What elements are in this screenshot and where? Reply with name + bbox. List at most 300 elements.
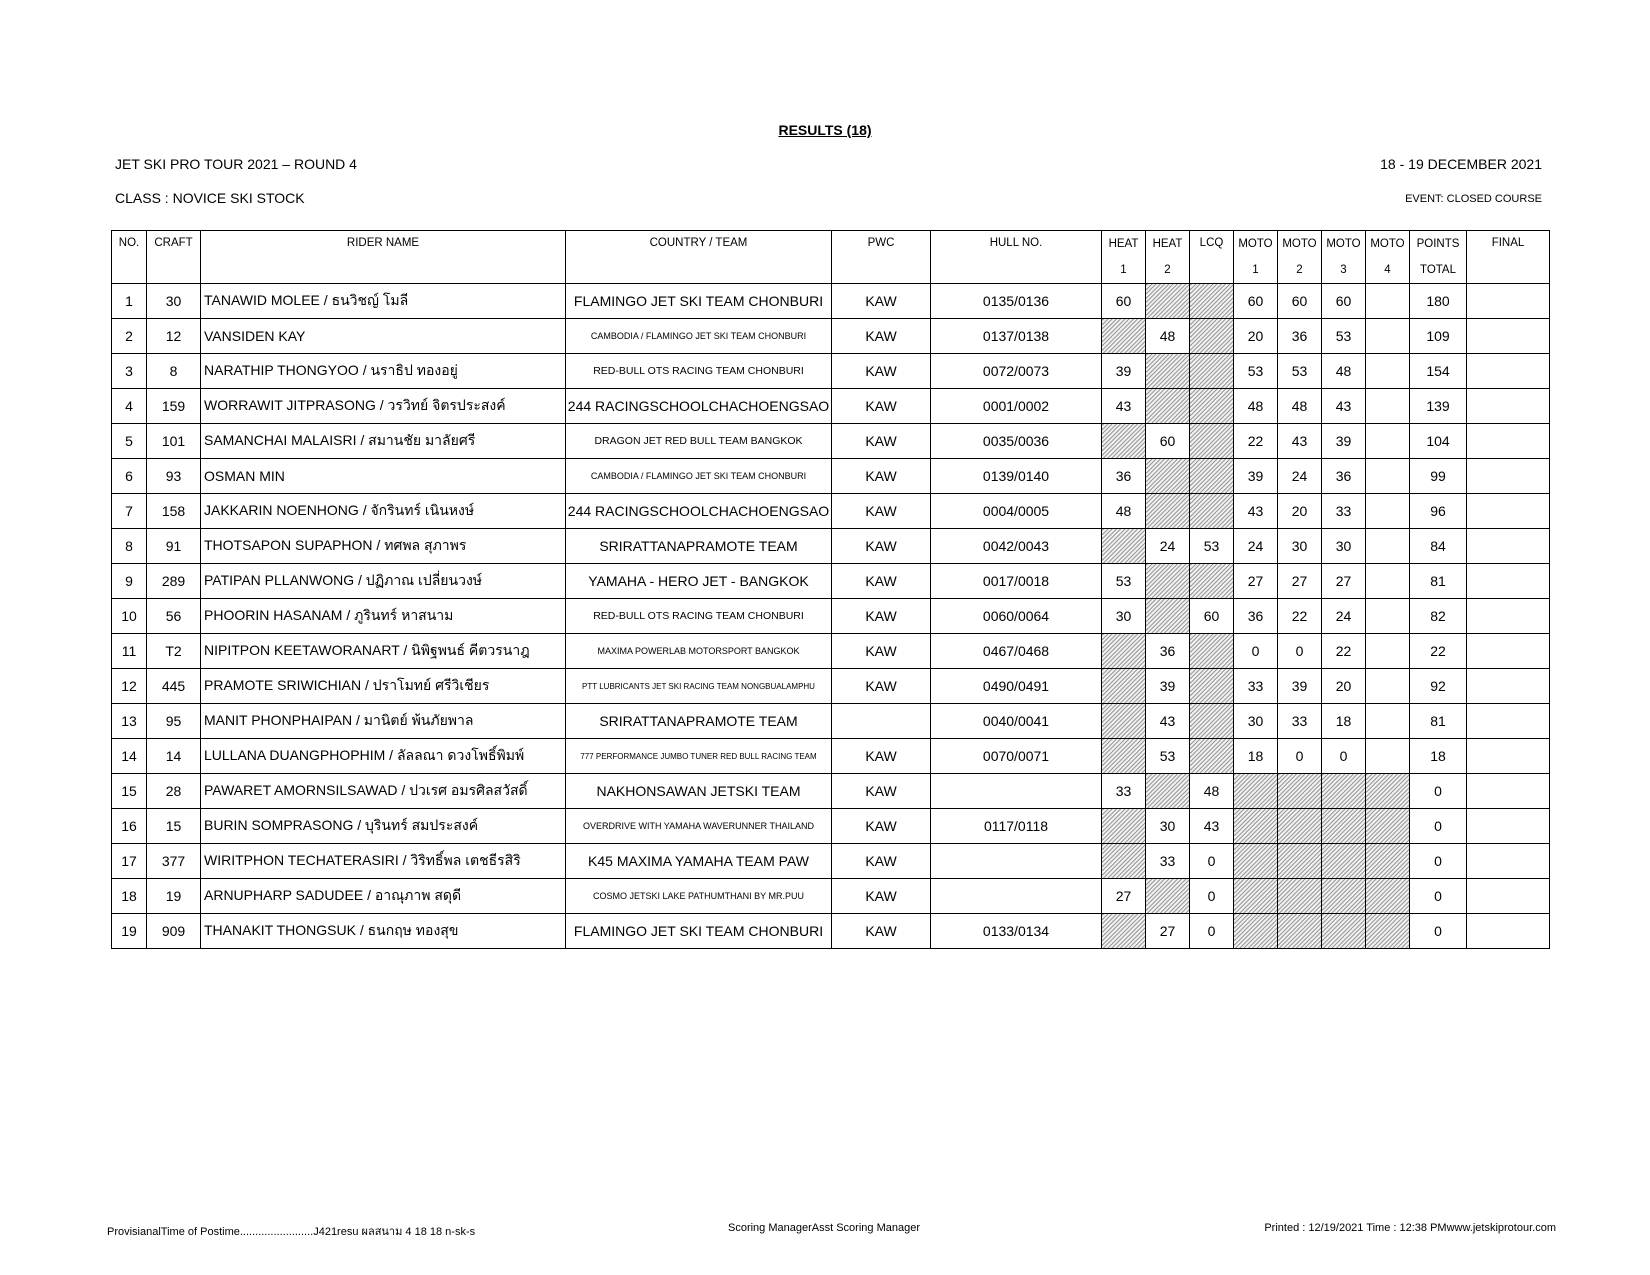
cell-hull bbox=[931, 774, 1102, 809]
cell-total: 18 bbox=[1410, 739, 1467, 774]
cell-team: 244 RACINGSCHOOLCHACHOENGSAO bbox=[566, 494, 832, 529]
cell-no: 13 bbox=[112, 704, 147, 739]
cell-moto2: 43 bbox=[1278, 424, 1322, 459]
cell-total: 22 bbox=[1410, 634, 1467, 669]
cell-hull: 0070/0071 bbox=[931, 739, 1102, 774]
cell-moto4 bbox=[1366, 494, 1410, 529]
table-row bbox=[112, 809, 1550, 844]
cell-pwc: KAW bbox=[832, 319, 931, 354]
cell-heat1: 36 bbox=[1102, 459, 1146, 494]
cell-heat1: 27 bbox=[1102, 879, 1146, 914]
cell-no: 2 bbox=[112, 319, 147, 354]
cell-craft: 101 bbox=[147, 424, 201, 459]
cell-heat2: 39 bbox=[1146, 669, 1190, 704]
cell-moto3: 18 bbox=[1322, 704, 1366, 739]
cell-heat1: 60 bbox=[1102, 284, 1146, 319]
cell-team: RED-BULL OTS RACING TEAM CHONBURI bbox=[566, 599, 832, 634]
cell-moto4 bbox=[1366, 459, 1410, 494]
cell-heat2 bbox=[1146, 389, 1190, 424]
cell-hull: 0139/0140 bbox=[931, 459, 1102, 494]
cell-pwc: KAW bbox=[832, 564, 931, 599]
cell-pwc: KAW bbox=[832, 424, 931, 459]
cell-moto3: 39 bbox=[1322, 424, 1366, 459]
cell-moto2: 48 bbox=[1278, 389, 1322, 424]
cell-moto1: 39 bbox=[1234, 459, 1278, 494]
cell-moto2: 0 bbox=[1278, 739, 1322, 774]
cell-total: 81 bbox=[1410, 704, 1467, 739]
col-points-header: POINTS bbox=[1410, 231, 1467, 258]
cell-moto4 bbox=[1366, 739, 1410, 774]
cell-pwc: KAW bbox=[832, 634, 931, 669]
cell-hull: 0135/0136 bbox=[931, 284, 1102, 319]
col-lcq-header: LCQ bbox=[1190, 231, 1234, 284]
cell-heat1 bbox=[1102, 809, 1146, 844]
cell-heat1 bbox=[1102, 739, 1146, 774]
cell-heat2 bbox=[1146, 599, 1190, 634]
cell-rider: VANSIDEN KAY bbox=[201, 319, 566, 354]
cell-heat2 bbox=[1146, 459, 1190, 494]
cell-hull: 0117/0118 bbox=[931, 809, 1102, 844]
cell-moto1 bbox=[1234, 774, 1278, 809]
cell-final bbox=[1467, 389, 1550, 424]
cell-heat2 bbox=[1146, 354, 1190, 389]
cell-moto3: 30 bbox=[1322, 529, 1366, 564]
cell-team: FLAMINGO JET SKI TEAM CHONBURI bbox=[566, 284, 832, 319]
cell-no: 9 bbox=[112, 564, 147, 599]
cell-moto1: 22 bbox=[1234, 424, 1278, 459]
cell-pwc: KAW bbox=[832, 389, 931, 424]
cell-total: 81 bbox=[1410, 564, 1467, 599]
cell-no: 10 bbox=[112, 599, 147, 634]
col-moto3-header: MOTO bbox=[1322, 231, 1366, 258]
cell-total: 0 bbox=[1410, 844, 1467, 879]
cell-pwc: KAW bbox=[832, 529, 931, 564]
cell-heat2 bbox=[1146, 494, 1190, 529]
cell-no: 8 bbox=[112, 529, 147, 564]
cell-total: 104 bbox=[1410, 424, 1467, 459]
cell-heat1: 43 bbox=[1102, 389, 1146, 424]
cell-moto4 bbox=[1366, 809, 1410, 844]
col-moto1-header: MOTO bbox=[1234, 231, 1278, 258]
cell-craft: 158 bbox=[147, 494, 201, 529]
cell-craft: 28 bbox=[147, 774, 201, 809]
cell-moto1 bbox=[1234, 914, 1278, 949]
cell-lcq bbox=[1190, 494, 1234, 529]
cell-heat1 bbox=[1102, 634, 1146, 669]
cell-team: CAMBODIA / FLAMINGO JET SKI TEAM CHONBURI bbox=[566, 459, 832, 494]
cell-team: K45 MAXIMA YAMAHA TEAM PAW bbox=[566, 844, 832, 879]
cell-craft: 159 bbox=[147, 389, 201, 424]
cell-moto4 bbox=[1366, 529, 1410, 564]
cell-hull: 0490/0491 bbox=[931, 669, 1102, 704]
col-moto4-header: MOTO bbox=[1366, 231, 1410, 258]
cell-heat1: 53 bbox=[1102, 564, 1146, 599]
cell-total: 92 bbox=[1410, 669, 1467, 704]
cell-moto1: 43 bbox=[1234, 494, 1278, 529]
col-moto3-subheader: 3 bbox=[1322, 257, 1366, 284]
cell-moto1 bbox=[1234, 844, 1278, 879]
cell-pwc: KAW bbox=[832, 459, 931, 494]
cell-moto4 bbox=[1366, 704, 1410, 739]
cell-moto2 bbox=[1278, 879, 1322, 914]
cell-pwc: KAW bbox=[832, 669, 931, 704]
cell-no: 19 bbox=[112, 914, 147, 949]
cell-rider: PATIPAN PLLANWONG / ปฏิภาณ เปลี่ยนวงษ์ bbox=[201, 564, 566, 599]
cell-pwc: KAW bbox=[832, 879, 931, 914]
cell-lcq: 0 bbox=[1190, 879, 1234, 914]
cell-heat2: 24 bbox=[1146, 529, 1190, 564]
col-moto2-header: MOTO bbox=[1278, 231, 1322, 258]
col-points-subheader: TOTAL bbox=[1410, 257, 1467, 284]
cell-hull: 0133/0134 bbox=[931, 914, 1102, 949]
cell-hull: 0137/0138 bbox=[931, 319, 1102, 354]
cell-heat1: 33 bbox=[1102, 774, 1146, 809]
cell-moto3: 60 bbox=[1322, 284, 1366, 319]
cell-moto1: 36 bbox=[1234, 599, 1278, 634]
cell-final bbox=[1467, 354, 1550, 389]
footer-right-text: Printed : 12/19/2021 Time : 12:38 PMwww.jetskiprotour.com bbox=[1264, 1222, 1556, 1234]
cell-team: 777 PERFORMANCE JUMBO TUNER RED BULL RACING TEAM bbox=[566, 739, 832, 774]
cell-craft: 15 bbox=[147, 809, 201, 844]
cell-moto2: 0 bbox=[1278, 634, 1322, 669]
cell-team: RED-BULL OTS RACING TEAM CHONBURI bbox=[566, 354, 832, 389]
table-row bbox=[112, 704, 1550, 739]
cell-moto3: 53 bbox=[1322, 319, 1366, 354]
cell-moto1: 27 bbox=[1234, 564, 1278, 599]
cell-hull: 0017/0018 bbox=[931, 564, 1102, 599]
cell-moto2 bbox=[1278, 809, 1322, 844]
cell-hull: 0072/0073 bbox=[931, 354, 1102, 389]
cell-team: CAMBODIA / FLAMINGO JET SKI TEAM CHONBURI bbox=[566, 319, 832, 354]
cell-rider: ARNUPHARP SADUDEE / อาณุภาพ สดุดี bbox=[201, 879, 566, 914]
cell-moto3: 24 bbox=[1322, 599, 1366, 634]
cell-pwc: KAW bbox=[832, 844, 931, 879]
col-final-header: FINAL bbox=[1467, 231, 1550, 284]
cell-moto2: 24 bbox=[1278, 459, 1322, 494]
cell-moto2: 36 bbox=[1278, 319, 1322, 354]
cell-craft: 93 bbox=[147, 459, 201, 494]
cell-moto1: 24 bbox=[1234, 529, 1278, 564]
cell-no: 14 bbox=[112, 739, 147, 774]
cell-moto1: 53 bbox=[1234, 354, 1278, 389]
cell-moto1: 33 bbox=[1234, 669, 1278, 704]
cell-total: 96 bbox=[1410, 494, 1467, 529]
cell-rider: OSMAN MIN bbox=[201, 459, 566, 494]
cell-rider: PRAMOTE SRIWICHIAN / ปราโมทย์ ศรีวิเชียร bbox=[201, 669, 566, 704]
cell-pwc bbox=[832, 704, 931, 739]
col-rider-header: RIDER NAME bbox=[201, 231, 566, 284]
cell-rider: THOTSAPON SUPAPHON / ทศพล สุภาพร bbox=[201, 529, 566, 564]
cell-no: 11 bbox=[112, 634, 147, 669]
cell-craft: 8 bbox=[147, 354, 201, 389]
cell-final bbox=[1467, 914, 1550, 949]
cell-craft: 12 bbox=[147, 319, 201, 354]
cell-team: NAKHONSAWAN JETSKI TEAM bbox=[566, 774, 832, 809]
footer-center-text: Scoring ManagerAsst Scoring Manager bbox=[728, 1222, 920, 1234]
cell-final bbox=[1467, 529, 1550, 564]
table-row bbox=[112, 459, 1550, 494]
cell-moto3: 36 bbox=[1322, 459, 1366, 494]
cell-pwc: KAW bbox=[832, 809, 931, 844]
table-row bbox=[112, 844, 1550, 879]
cell-heat1: 30 bbox=[1102, 599, 1146, 634]
cell-moto1 bbox=[1234, 809, 1278, 844]
cell-pwc: KAW bbox=[832, 774, 931, 809]
cell-no: 16 bbox=[112, 809, 147, 844]
cell-moto4 bbox=[1366, 599, 1410, 634]
table-row bbox=[112, 669, 1550, 704]
cell-heat2: 30 bbox=[1146, 809, 1190, 844]
cell-final bbox=[1467, 634, 1550, 669]
cell-final bbox=[1467, 494, 1550, 529]
cell-total: 82 bbox=[1410, 599, 1467, 634]
cell-moto4 bbox=[1366, 914, 1410, 949]
cell-moto4 bbox=[1366, 844, 1410, 879]
col-heat1-subheader: 1 bbox=[1102, 257, 1146, 284]
cell-moto4 bbox=[1366, 669, 1410, 704]
cell-rider: WIRITPHON TECHATERASIRI / วิริทธิ์พล เตชธีรสิริ bbox=[201, 844, 566, 879]
cell-final bbox=[1467, 599, 1550, 634]
cell-final bbox=[1467, 459, 1550, 494]
cell-craft: T2 bbox=[147, 634, 201, 669]
table-row bbox=[112, 424, 1550, 459]
cell-heat2: 53 bbox=[1146, 739, 1190, 774]
col-pwc-header: PWC bbox=[832, 231, 931, 284]
cell-moto3 bbox=[1322, 774, 1366, 809]
cell-moto2: 20 bbox=[1278, 494, 1322, 529]
class-label: CLASS : NOVICE SKI STOCK bbox=[115, 190, 305, 206]
cell-team: OVERDRIVE WITH YAMAHA WAVERUNNER THAILAND bbox=[566, 809, 832, 844]
table-row bbox=[112, 739, 1550, 774]
cell-total: 0 bbox=[1410, 809, 1467, 844]
cell-team: MAXIMA POWERLAB MOTORSPORT BANGKOK bbox=[566, 634, 832, 669]
cell-moto1: 18 bbox=[1234, 739, 1278, 774]
cell-lcq bbox=[1190, 704, 1234, 739]
cell-heat2: 60 bbox=[1146, 424, 1190, 459]
table-row bbox=[112, 914, 1550, 949]
event-name: JET SKI PRO TOUR 2021 – ROUND 4 bbox=[115, 156, 357, 172]
cell-heat1 bbox=[1102, 844, 1146, 879]
cell-moto1: 0 bbox=[1234, 634, 1278, 669]
cell-lcq bbox=[1190, 459, 1234, 494]
cell-pwc: KAW bbox=[832, 599, 931, 634]
cell-rider: PAWARET AMORNSILSAWAD / ปวเรศ อมรศิลสวัสดิ์ bbox=[201, 774, 566, 809]
cell-final bbox=[1467, 424, 1550, 459]
cell-final bbox=[1467, 284, 1550, 319]
cell-moto4 bbox=[1366, 564, 1410, 599]
page-title: RESULTS (18) bbox=[778, 122, 872, 138]
cell-total: 0 bbox=[1410, 774, 1467, 809]
cell-craft: 909 bbox=[147, 914, 201, 949]
cell-moto3: 27 bbox=[1322, 564, 1366, 599]
cell-heat2: 33 bbox=[1146, 844, 1190, 879]
cell-heat1: 48 bbox=[1102, 494, 1146, 529]
cell-moto3: 0 bbox=[1322, 739, 1366, 774]
table-row bbox=[112, 319, 1550, 354]
cell-no: 5 bbox=[112, 424, 147, 459]
cell-final bbox=[1467, 564, 1550, 599]
cell-team: FLAMINGO JET SKI TEAM CHONBURI bbox=[566, 914, 832, 949]
cell-total: 99 bbox=[1410, 459, 1467, 494]
cell-final bbox=[1467, 669, 1550, 704]
cell-lcq: 0 bbox=[1190, 844, 1234, 879]
cell-hull bbox=[931, 844, 1102, 879]
cell-moto2: 53 bbox=[1278, 354, 1322, 389]
cell-team: 244 RACINGSCHOOLCHACHOENGSAO bbox=[566, 389, 832, 424]
cell-moto3 bbox=[1322, 879, 1366, 914]
cell-heat2: 48 bbox=[1146, 319, 1190, 354]
cell-final bbox=[1467, 774, 1550, 809]
cell-pwc: KAW bbox=[832, 914, 931, 949]
col-craft-header: CRAFT bbox=[147, 231, 201, 284]
cell-team: DRAGON JET RED BULL TEAM BANGKOK bbox=[566, 424, 832, 459]
table-row bbox=[112, 774, 1550, 809]
col-heat2-header: HEAT bbox=[1146, 231, 1190, 258]
cell-moto4 bbox=[1366, 284, 1410, 319]
cell-rider: BURIN SOMPRASONG / บุรินทร์ สมประสงค์ bbox=[201, 809, 566, 844]
cell-lcq: 43 bbox=[1190, 809, 1234, 844]
cell-rider: MANIT PHONPHAIPAN / มานิตย์ พ้นภัยพาล bbox=[201, 704, 566, 739]
cell-moto4 bbox=[1366, 774, 1410, 809]
cell-moto1: 30 bbox=[1234, 704, 1278, 739]
cell-moto3: 48 bbox=[1322, 354, 1366, 389]
cell-heat1 bbox=[1102, 424, 1146, 459]
cell-pwc: KAW bbox=[832, 284, 931, 319]
cell-hull: 0040/0041 bbox=[931, 704, 1102, 739]
cell-craft: 289 bbox=[147, 564, 201, 599]
cell-lcq bbox=[1190, 739, 1234, 774]
cell-total: 84 bbox=[1410, 529, 1467, 564]
cell-final bbox=[1467, 319, 1550, 354]
cell-craft: 19 bbox=[147, 879, 201, 914]
cell-lcq bbox=[1190, 424, 1234, 459]
cell-heat2 bbox=[1146, 284, 1190, 319]
cell-moto2 bbox=[1278, 914, 1322, 949]
cell-moto4 bbox=[1366, 424, 1410, 459]
cell-heat2: 36 bbox=[1146, 634, 1190, 669]
cell-moto3 bbox=[1322, 914, 1366, 949]
cell-total: 0 bbox=[1410, 879, 1467, 914]
cell-no: 3 bbox=[112, 354, 147, 389]
cell-heat1 bbox=[1102, 319, 1146, 354]
cell-moto3: 43 bbox=[1322, 389, 1366, 424]
cell-moto2 bbox=[1278, 774, 1322, 809]
cell-lcq bbox=[1190, 389, 1234, 424]
cell-moto2 bbox=[1278, 844, 1322, 879]
cell-hull: 0001/0002 bbox=[931, 389, 1102, 424]
cell-lcq bbox=[1190, 354, 1234, 389]
cell-rider: WORRAWIT JITPRASONG / วรวิทย์ จิตรประสงค์ bbox=[201, 389, 566, 424]
cell-hull: 0467/0468 bbox=[931, 634, 1102, 669]
cell-lcq: 48 bbox=[1190, 774, 1234, 809]
cell-rider: JAKKARIN NOENHONG / จักรินทร์ เนินหงษ์ bbox=[201, 494, 566, 529]
col-heat2-subheader: 2 bbox=[1146, 257, 1190, 284]
cell-moto1: 20 bbox=[1234, 319, 1278, 354]
cell-no: 12 bbox=[112, 669, 147, 704]
cell-team: COSMO JETSKI LAKE PATHUMTHANI BY MR.PUU bbox=[566, 879, 832, 914]
cell-final bbox=[1467, 809, 1550, 844]
cell-pwc: KAW bbox=[832, 354, 931, 389]
table-row bbox=[112, 879, 1550, 914]
cell-total: 0 bbox=[1410, 914, 1467, 949]
table-row bbox=[112, 494, 1550, 529]
table-row bbox=[112, 529, 1550, 564]
col-moto2-subheader: 2 bbox=[1278, 257, 1322, 284]
cell-moto1: 48 bbox=[1234, 389, 1278, 424]
results-body bbox=[112, 284, 1550, 949]
cell-no: 4 bbox=[112, 389, 147, 424]
cell-lcq: 0 bbox=[1190, 914, 1234, 949]
cell-moto3 bbox=[1322, 809, 1366, 844]
table-row bbox=[112, 284, 1550, 319]
cell-hull: 0035/0036 bbox=[931, 424, 1102, 459]
cell-moto4 bbox=[1366, 354, 1410, 389]
cell-hull: 0004/0005 bbox=[931, 494, 1102, 529]
cell-no: 6 bbox=[112, 459, 147, 494]
cell-craft: 91 bbox=[147, 529, 201, 564]
cell-moto1 bbox=[1234, 879, 1278, 914]
cell-moto3 bbox=[1322, 844, 1366, 879]
cell-craft: 95 bbox=[147, 704, 201, 739]
cell-lcq: 53 bbox=[1190, 529, 1234, 564]
cell-heat2: 43 bbox=[1146, 704, 1190, 739]
cell-lcq bbox=[1190, 634, 1234, 669]
cell-craft: 377 bbox=[147, 844, 201, 879]
col-moto4-subheader: 4 bbox=[1366, 257, 1410, 284]
cell-moto4 bbox=[1366, 879, 1410, 914]
cell-heat1 bbox=[1102, 669, 1146, 704]
cell-no: 17 bbox=[112, 844, 147, 879]
cell-rider: THANAKIT THONGSUK / ธนกฤษ ทองสุข bbox=[201, 914, 566, 949]
header-row-1 bbox=[112, 231, 1550, 258]
cell-craft: 14 bbox=[147, 739, 201, 774]
cell-total: 109 bbox=[1410, 319, 1467, 354]
cell-lcq bbox=[1190, 319, 1234, 354]
cell-hull: 0042/0043 bbox=[931, 529, 1102, 564]
table-row bbox=[112, 599, 1550, 634]
event-type: EVENT: CLOSED COURSE bbox=[1405, 193, 1542, 205]
col-hull-header: HULL NO. bbox=[931, 231, 1102, 284]
cell-heat2 bbox=[1146, 564, 1190, 599]
cell-final bbox=[1467, 879, 1550, 914]
cell-heat1 bbox=[1102, 914, 1146, 949]
cell-rider: TANAWID MOLEE / ธนวิชญ์ โมลี bbox=[201, 284, 566, 319]
cell-hull bbox=[931, 879, 1102, 914]
table-row bbox=[112, 564, 1550, 599]
cell-moto2: 60 bbox=[1278, 284, 1322, 319]
results-table bbox=[111, 230, 1550, 949]
cell-pwc: KAW bbox=[832, 739, 931, 774]
cell-heat1 bbox=[1102, 529, 1146, 564]
cell-moto2: 39 bbox=[1278, 669, 1322, 704]
table-row bbox=[112, 634, 1550, 669]
cell-craft: 445 bbox=[147, 669, 201, 704]
cell-moto2: 27 bbox=[1278, 564, 1322, 599]
cell-heat2: 27 bbox=[1146, 914, 1190, 949]
table-row bbox=[112, 354, 1550, 389]
cell-team: SRIRATTANAPRAMOTE TEAM bbox=[566, 704, 832, 739]
col-heat1-header: HEAT bbox=[1102, 231, 1146, 258]
cell-rider: LULLANA DUANGPHOPHIM / ลัลลณา ดวงโพธิ์พิมพ์ bbox=[201, 739, 566, 774]
cell-moto2: 33 bbox=[1278, 704, 1322, 739]
cell-craft: 30 bbox=[147, 284, 201, 319]
cell-moto4 bbox=[1366, 319, 1410, 354]
cell-moto4 bbox=[1366, 389, 1410, 424]
cell-moto2: 22 bbox=[1278, 599, 1322, 634]
cell-team: PTT LUBRICANTS JET SKI RACING TEAM NONGBUALAMPHU bbox=[566, 669, 832, 704]
col-no-header: NO. bbox=[112, 231, 147, 284]
cell-no: 18 bbox=[112, 879, 147, 914]
